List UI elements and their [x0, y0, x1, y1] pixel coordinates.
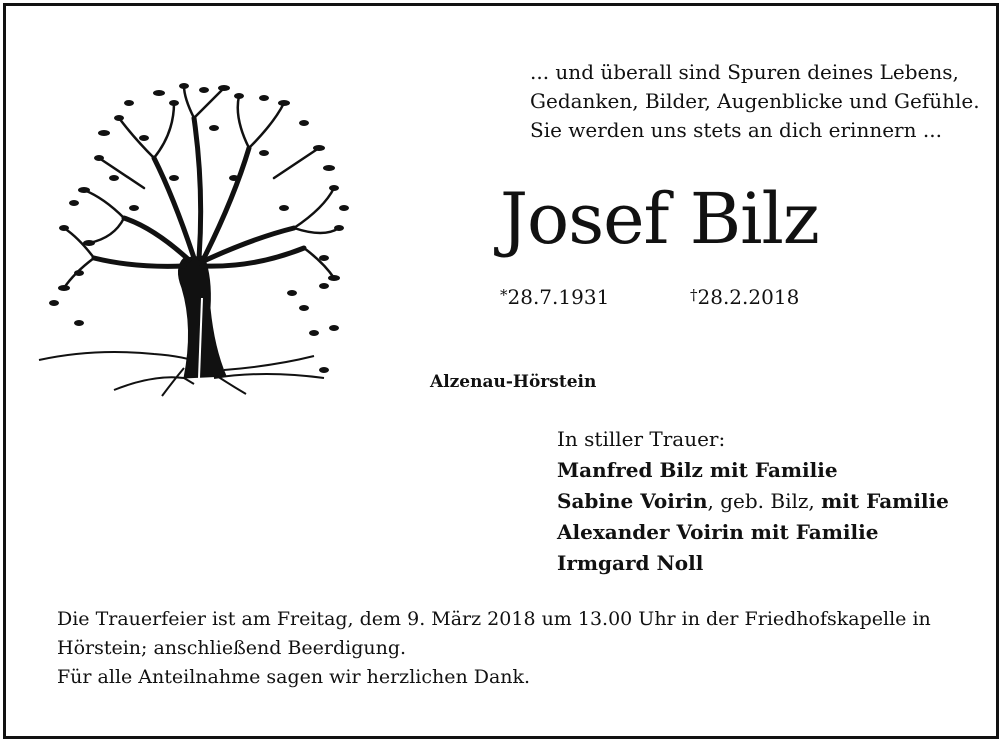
poem-line: Gedanken, Bilder, Augenblicke und Gefühle.: [530, 89, 980, 113]
mourner: Irmgard Noll: [557, 551, 704, 575]
mourners-intro: In stiller Trauer:: [557, 427, 726, 451]
footer-line: Für alle Anteilnahme sagen wir herzlichen Dank.: [57, 666, 531, 688]
poem-line: Sie werden uns stets an dich erinnern ...: [530, 118, 942, 142]
mourner-name: Sabine Voirin: [557, 489, 708, 513]
mourners-list: [557, 424, 949, 579]
mourner: Manfred Bilz mit Familie: [557, 458, 838, 482]
poem: [530, 58, 980, 145]
death-date-value: 28.2.2018: [697, 285, 800, 309]
funeral-info: [57, 605, 931, 692]
poem-line: ... und überall sind Spuren deines Lebens,: [530, 60, 959, 84]
mourner: [557, 486, 949, 517]
birth-date: [500, 285, 609, 309]
footer-line: Hörstein; anschließend Beerdigung.: [57, 637, 407, 659]
death-symbol: †: [690, 286, 698, 304]
birth-date-value: 28.7.1931: [507, 285, 610, 309]
tree-illustration: [34, 78, 374, 403]
footer-line: Die Trauerfeier ist am Freitag, dem 9. März 2018 um 13.00 Uhr in der Friedhofskapelle in: [57, 608, 931, 630]
death-date: [690, 285, 799, 309]
place: Alzenau-Hörstein: [430, 372, 597, 392]
mourner-suffix: mit Familie: [821, 489, 949, 513]
birth-symbol: *: [500, 286, 508, 304]
deceased-name: Josef Bilz: [500, 178, 819, 260]
mourner: Alexander Voirin mit Familie: [557, 520, 879, 544]
mourner-note: , geb. Bilz,: [707, 489, 822, 513]
